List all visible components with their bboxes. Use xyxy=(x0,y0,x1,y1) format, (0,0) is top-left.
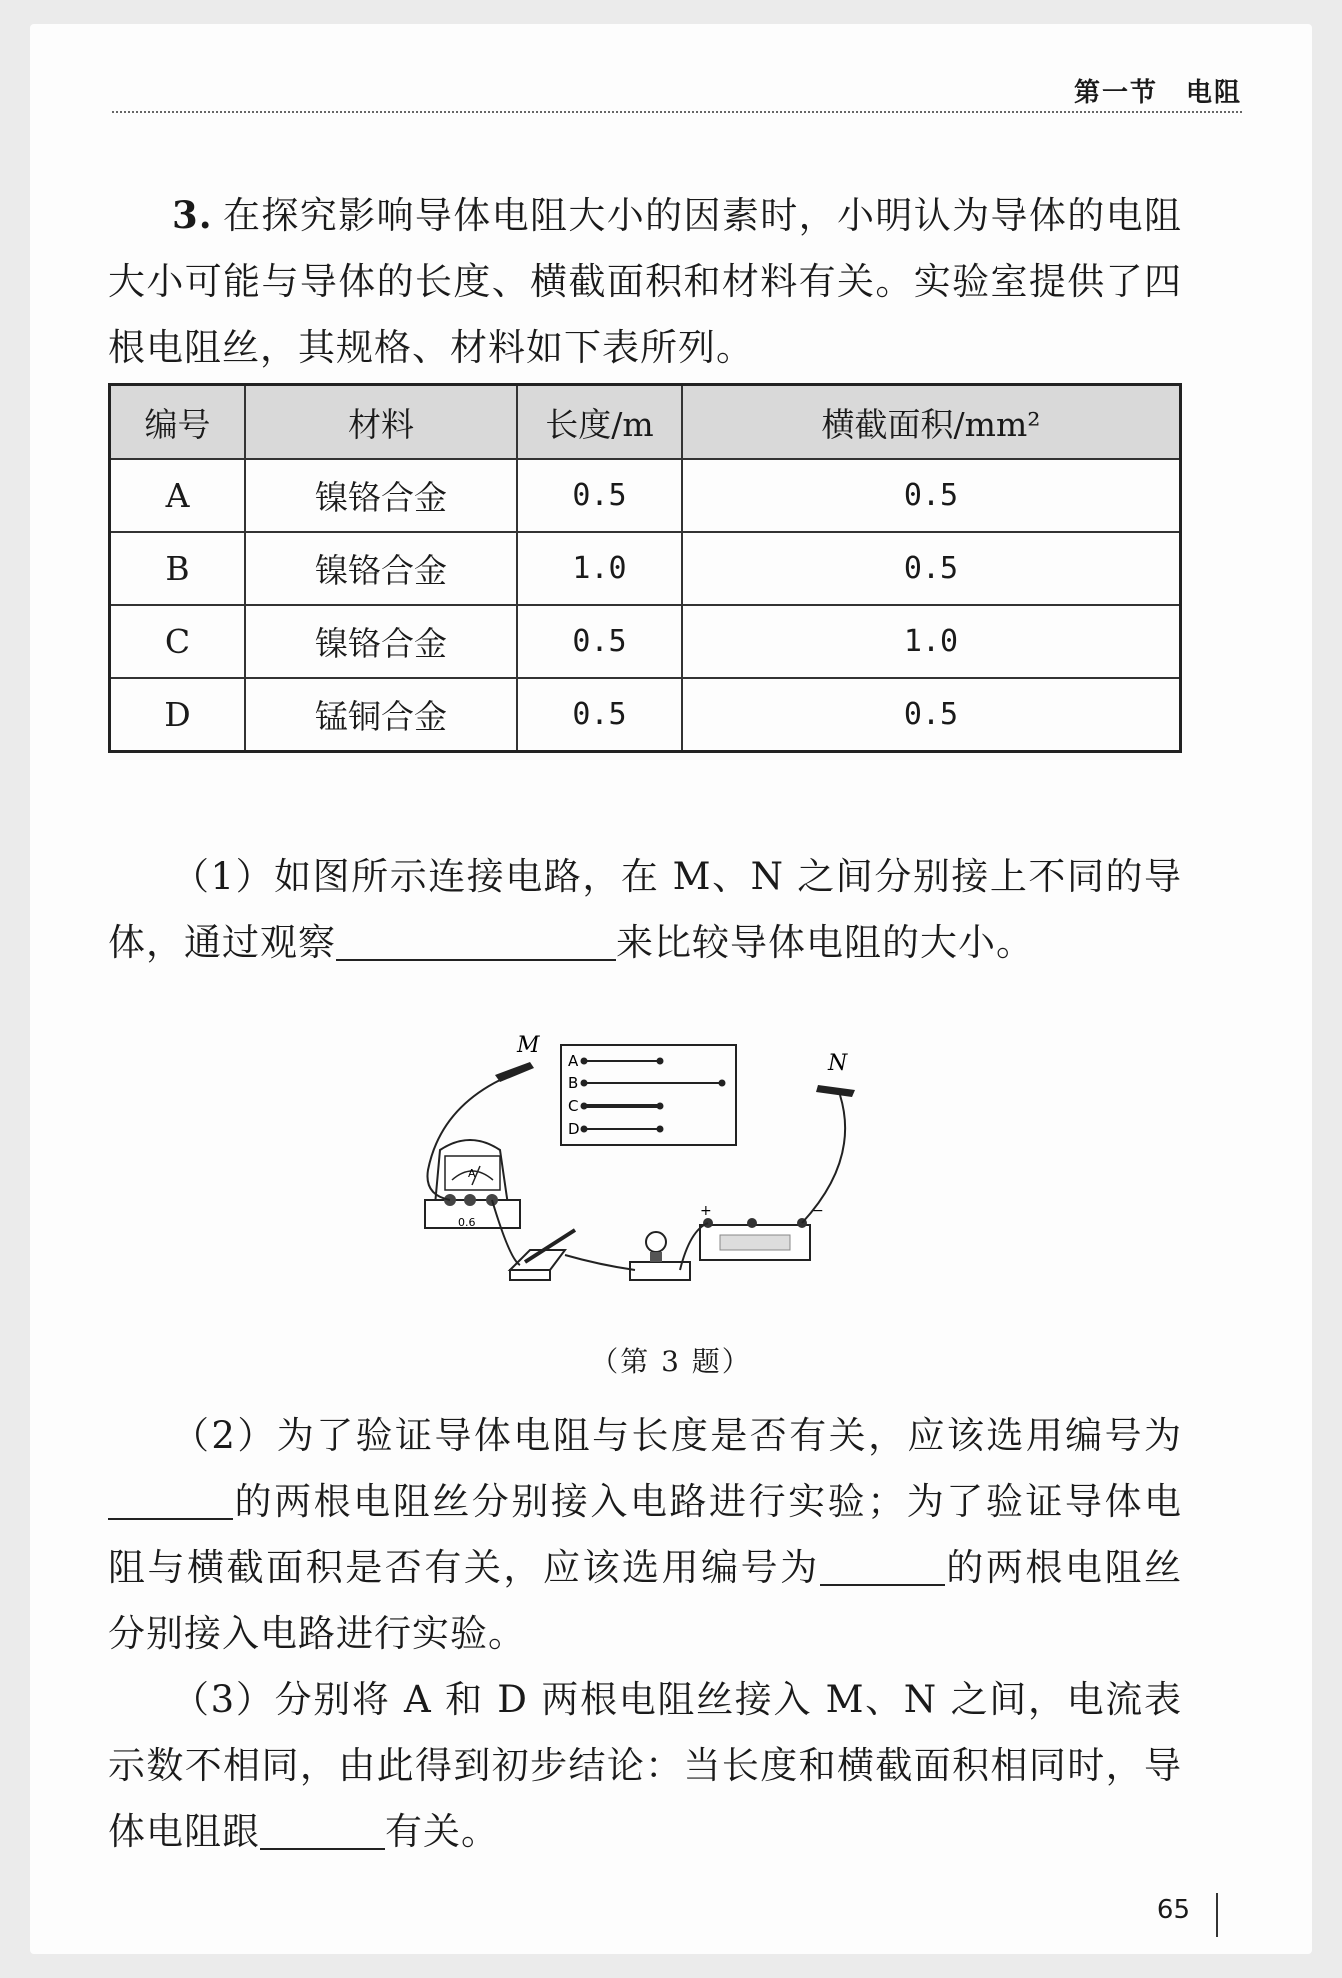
wire-spec-table xyxy=(108,383,1182,753)
answer-blank-2[interactable] xyxy=(108,1478,233,1520)
part3-b: 有关。 xyxy=(385,1810,499,1853)
clip-m-icon xyxy=(495,1062,534,1082)
ammeter-unit-label: A xyxy=(468,1167,476,1180)
battery-icon xyxy=(700,1218,810,1260)
cell-material: 镍铬合金 xyxy=(245,459,517,532)
header-length: 长度/m xyxy=(517,385,682,460)
part1-before: （1）如图所示连接电路，在 M、N 之间分别接上不同的导体，通过观察 xyxy=(108,855,1182,964)
part1-after: 来比较导体电阻的大小。 xyxy=(616,921,1034,964)
bulb-icon xyxy=(630,1232,690,1280)
terminal-n-label: N xyxy=(828,1051,848,1076)
answer-blank-1[interactable] xyxy=(336,919,616,961)
wire-label-d: D xyxy=(568,1120,580,1138)
part1-text xyxy=(108,844,1182,976)
cell-length: 0.5 xyxy=(517,678,682,752)
wire-label-c: C xyxy=(568,1097,579,1115)
table-row xyxy=(110,605,1181,678)
answer-blank-4[interactable] xyxy=(260,1808,385,1850)
header-id: 编号 xyxy=(110,385,246,460)
battery-minus-label: − xyxy=(812,1203,824,1219)
cell-area: 1.0 xyxy=(682,605,1181,678)
cell-area: 0.5 xyxy=(682,459,1181,532)
cell-id: D xyxy=(110,678,246,752)
header-area: 横截面积/mm² xyxy=(682,385,1181,460)
cell-length: 0.5 xyxy=(517,605,682,678)
battery-plus-label: + xyxy=(700,1203,712,1219)
question-intro-text: 在探究影响导体电阻大小的因素时，小明认为导体的电阻大小可能与导体的长度、横截面积和材料有关。实验室提供了四根电阻丝，其规格、材料如下表所列。 xyxy=(108,194,1182,369)
cell-material: 锰铜合金 xyxy=(245,678,517,752)
cell-id: C xyxy=(110,605,246,678)
header-material: 材料 xyxy=(245,385,517,460)
table-header-row xyxy=(110,385,1181,460)
cell-area: 0.5 xyxy=(682,678,1181,752)
page-number: 65 xyxy=(1156,1895,1190,1925)
running-header xyxy=(1046,72,1242,109)
part2-b: 的两根电阻丝分别接入电路进行实验；为了验证导体电阻与横截面积是否有关，应该选用编号为 xyxy=(108,1480,1182,1589)
figure-caption: （第 3 题） xyxy=(590,1345,752,1378)
table-row xyxy=(110,678,1181,752)
cell-material: 镍铬合金 xyxy=(245,605,517,678)
part2-a: （2）为了验证导体电阻与长度是否有关，应该选用编号为 xyxy=(172,1414,1182,1457)
terminal-m-label: M xyxy=(517,1033,540,1058)
cell-material: 镍铬合金 xyxy=(245,532,517,605)
answer-blank-3[interactable] xyxy=(820,1544,945,1586)
resistance-wires xyxy=(581,1058,725,1132)
header-divider xyxy=(112,111,1242,113)
wire-label-b: B xyxy=(568,1074,579,1092)
question-intro xyxy=(108,182,1182,381)
section-title: 电阻 xyxy=(1185,78,1242,108)
clip-n-icon xyxy=(816,1085,855,1097)
part3-a: （3）分别将 A 和 D 两根电阻丝接入 M、N 之间，电流表示数不相同，由此得到初步结论：当长度和横截面积相同时，导体电阻跟 xyxy=(108,1678,1182,1853)
section-label: 第一节 xyxy=(1073,78,1158,108)
page-number-bar xyxy=(1216,1893,1218,1937)
ammeter-icon xyxy=(425,1140,520,1228)
cell-area: 0.5 xyxy=(682,532,1181,605)
cell-length: 0.5 xyxy=(517,459,682,532)
ammeter-scale-label: 0.6 xyxy=(458,1216,476,1229)
part2-c: 的两根电阻丝分别接入电路进行实验。 xyxy=(108,1546,1182,1655)
part3-text xyxy=(108,1667,1182,1865)
wire-label-a: A xyxy=(568,1052,579,1070)
table-row xyxy=(110,459,1181,532)
cell-length: 1.0 xyxy=(517,532,682,605)
question-number: 3. xyxy=(172,193,213,237)
table-row xyxy=(110,532,1181,605)
part2-text xyxy=(108,1403,1182,1667)
cell-id: B xyxy=(110,532,246,605)
circuit-diagram xyxy=(400,1030,940,1320)
cell-id: A xyxy=(110,459,246,532)
